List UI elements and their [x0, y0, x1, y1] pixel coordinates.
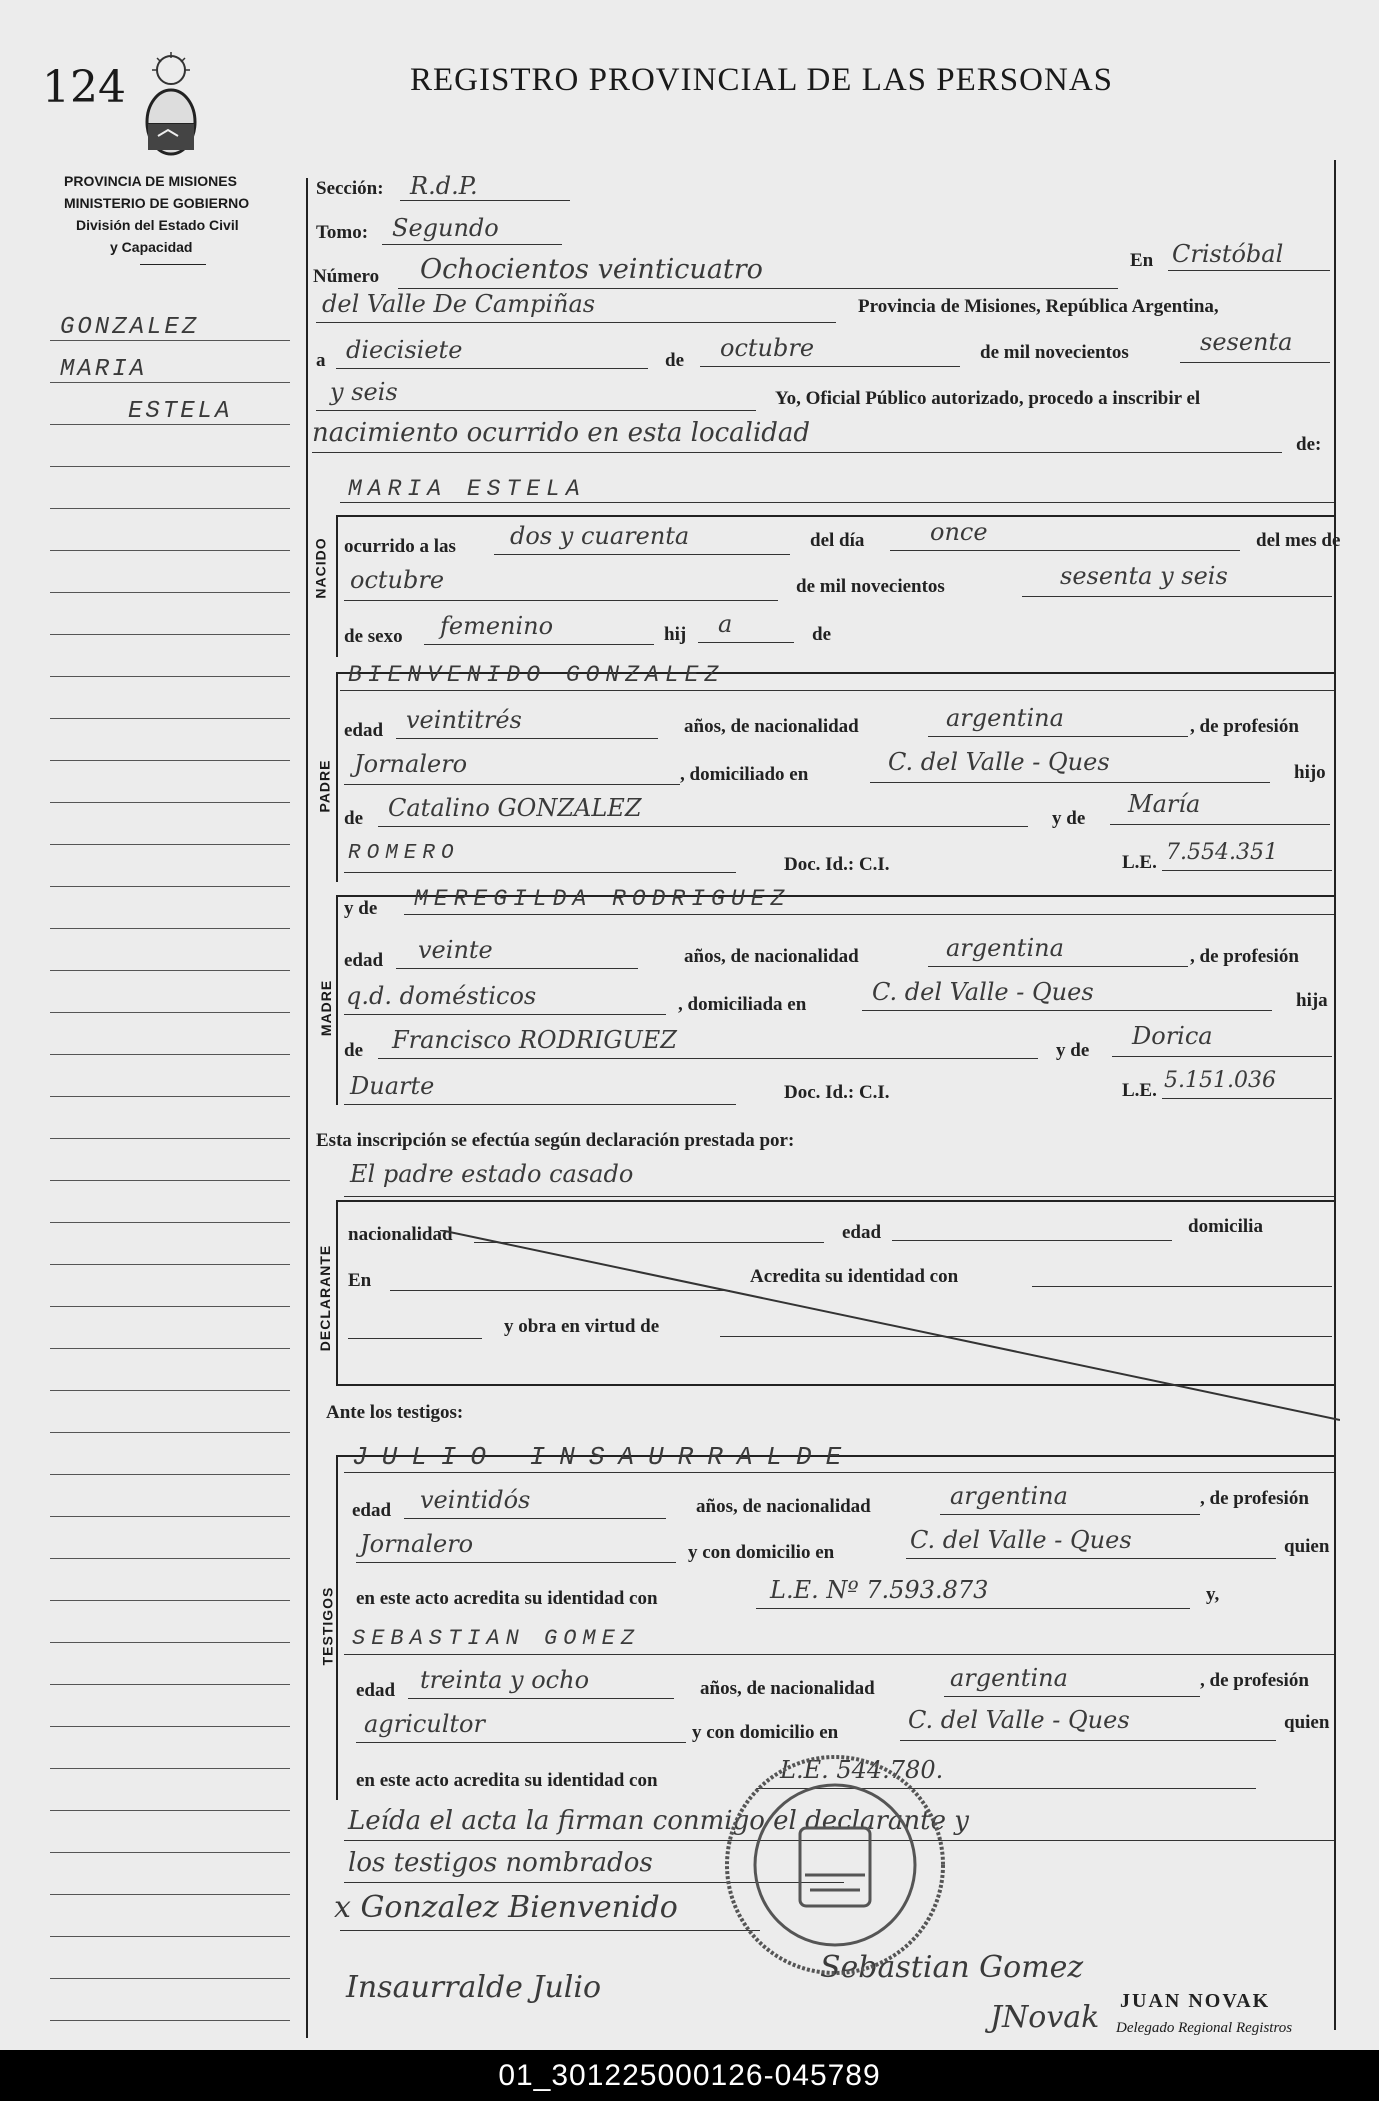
padre-nombre-value: BIENVENIDO GONZALEZ	[348, 662, 725, 688]
margin-rule-line	[50, 1180, 290, 1181]
mes-nac-value: octubre	[350, 566, 445, 594]
padre-prof-value: Jornalero	[354, 750, 468, 778]
margin-rule-line	[50, 424, 290, 425]
seccion-label: Sección:	[316, 178, 384, 199]
margin-rule-line	[50, 382, 290, 383]
margin-rule-line	[50, 1306, 290, 1307]
margin-rule-line	[50, 928, 290, 929]
madre-le-label: L.E.	[1122, 1080, 1157, 1101]
margin-rule-line	[50, 1516, 290, 1517]
margin-rule-line	[50, 508, 290, 509]
t2-quien-label: quien	[1284, 1712, 1330, 1733]
en-value: Cristóbal	[1172, 240, 1284, 268]
t2-prof-label: , de profesión	[1200, 1670, 1309, 1691]
padre-yde-label: y de	[1052, 808, 1086, 829]
margin-rule-line	[50, 1264, 290, 1265]
hora-value: dos y cuarenta	[510, 522, 690, 550]
en-label: En	[1130, 250, 1154, 271]
margin-rule-line	[50, 550, 290, 551]
margin-rule-line	[50, 676, 290, 677]
padre-le-value: 7.554.351	[1166, 840, 1278, 865]
t1-edad-value: veintidós	[420, 1486, 531, 1514]
hij-label: hij	[664, 624, 687, 645]
margin-rule-line	[50, 1474, 290, 1475]
madre-prof-value: q.d. domésticos	[346, 982, 537, 1010]
province-label: PROVINCIA DE MISIONES	[64, 173, 237, 189]
a-label: a	[316, 350, 326, 371]
margin-rule-line	[50, 970, 290, 971]
tomo-value: Segundo	[392, 214, 499, 242]
testigo2-value: SEBASTIAN GOMEZ	[352, 1626, 641, 1651]
margin-rule-line	[50, 1978, 290, 1979]
testigos-label-row: Ante los testigos:	[326, 1402, 464, 1423]
madre-edad-label: edad	[344, 950, 384, 971]
firma-oficial: JNovak	[990, 2000, 1100, 2035]
margin-rule-line	[50, 1348, 290, 1349]
page-number: 124	[42, 62, 126, 113]
t2-dom-label: y con domicilio en	[692, 1722, 839, 1743]
seccion-value: R.d.P.	[410, 172, 478, 200]
t1-y-label: y,	[1206, 1584, 1220, 1605]
margin-rule-line	[50, 1600, 290, 1601]
margin-rule-line	[50, 2020, 290, 2021]
margin-surname: GONZALEZ	[60, 314, 200, 341]
margin-rule-line	[50, 1222, 290, 1223]
padre-anos-label: años, de nacionalidad	[684, 716, 859, 737]
sexo-label: de sexo	[344, 626, 403, 647]
madre-le-value: 5.151.036	[1164, 1068, 1276, 1093]
margin-rule-line	[50, 1684, 290, 1685]
margin-rule-line	[50, 1012, 290, 1013]
decl-acredita-label: Acredita su identidad con	[750, 1266, 959, 1287]
margin-rule-line	[50, 340, 290, 341]
de-colon-label: de:	[1296, 434, 1322, 455]
nombre-value: MARIA ESTELA	[348, 476, 586, 502]
footer-id: 01_301225000126-045789	[0, 2050, 1379, 2101]
margin-name-2: ESTELA	[128, 398, 233, 425]
madre-doc-label: Doc. Id.: C.I.	[784, 1082, 890, 1103]
decl-nac-label: nacionalidad	[348, 1224, 453, 1245]
cancel-diagonal	[440, 1230, 1340, 1430]
t1-acredita-label: en este acto acredita su identidad con	[356, 1588, 658, 1609]
official-seal-stamp	[720, 1750, 950, 1980]
lugar-value: del Valle De Campiñas	[322, 290, 596, 318]
leida-line-2: los testigos nombrados	[348, 1848, 653, 1878]
margin-rule-line	[50, 1096, 290, 1097]
tomo-label: Tomo:	[316, 222, 369, 243]
padre-prof-label: , de profesión	[1190, 716, 1299, 737]
anio-value-2: y seis	[330, 378, 398, 406]
margin-rule-line	[50, 1138, 290, 1139]
coat-of-arms-icon	[138, 50, 204, 160]
padre-de-label: de	[344, 808, 363, 829]
t1-id-value: L.E. Nº 7.593.873	[770, 1576, 989, 1604]
nacido-label: NACIDO	[312, 537, 329, 599]
t1-edad-label: edad	[352, 1500, 392, 1521]
hora-label: ocurrido a las	[344, 536, 456, 557]
padre-le-label: L.E.	[1122, 852, 1157, 873]
margin-rule-line	[50, 1768, 290, 1769]
t1-anos-label: años, de nacionalidad	[696, 1496, 871, 1517]
mil-nov-label-2: de mil novecientos	[796, 576, 945, 597]
madre-yde-label: y de	[344, 898, 378, 919]
numero-label: Número	[313, 266, 380, 287]
margin-rule-line	[50, 592, 290, 593]
madre-edad-value: veinte	[418, 936, 493, 964]
padre-doc-label: Doc. Id.: C.I.	[784, 854, 890, 875]
t1-quien-label: quien	[1284, 1536, 1330, 1557]
margin-rule-line	[50, 1054, 290, 1055]
madre-de-label: de	[344, 1040, 363, 1061]
margin-rule-line	[50, 1432, 290, 1433]
dia-value: diecisiete	[346, 336, 463, 364]
margin-rule-line	[50, 634, 290, 635]
madre-nac-value: argentina	[946, 934, 1064, 962]
leida-line-1: Leída el acta la firman conmigo el declarante y	[348, 1806, 969, 1836]
margin-rule-line	[50, 886, 290, 887]
del-dia-label: del día	[810, 530, 865, 551]
t2-edad-label: edad	[356, 1680, 396, 1701]
decl-obra-label: y obra en virtud de	[504, 1316, 660, 1337]
document-title: REGISTRO PROVINCIAL DE LAS PERSONAS	[410, 62, 1114, 98]
t2-acredita-label: en este acto acredita su identidad con	[356, 1770, 658, 1791]
t1-dom-label: y con domicilio en	[688, 1542, 835, 1563]
t1-prof-label: , de profesión	[1200, 1488, 1309, 1509]
anio-nac-value: sesenta y seis	[1060, 562, 1228, 590]
hija-label: hija	[1296, 990, 1328, 1011]
margin-rule-line	[50, 802, 290, 803]
division-label-2: y Capacidad	[110, 239, 193, 255]
division-label: División del Estado Civil	[76, 217, 239, 233]
de-label: de	[665, 350, 684, 371]
abuela-p2-value: ROMERO	[348, 842, 460, 865]
abuela-p1-value: María	[1128, 790, 1201, 818]
padre-dom-value: C. del Valle - Ques	[888, 748, 1110, 776]
padre-nac-value: argentina	[946, 704, 1064, 732]
decl-dom-label: domicilia	[1188, 1216, 1263, 1237]
margin-name-1: MARIA	[60, 356, 148, 383]
sexo-value: femenino	[440, 612, 554, 640]
padre-edad-label: edad	[344, 720, 384, 741]
margin-rule-line	[50, 844, 290, 845]
oficial-cargo: Delegado Regional Registros	[1116, 2020, 1293, 2036]
abuela-m2-value: Duarte	[350, 1072, 435, 1100]
t1-nac-value: argentina	[950, 1482, 1068, 1510]
de-label-2: de	[812, 624, 831, 645]
margin-rule-line	[50, 1894, 290, 1895]
declarante-label: DECLARANTE	[317, 1244, 334, 1352]
firma-gonzalez: x Gonzalez Bienvenido	[334, 1890, 678, 1925]
abuelo-p-value: Catalino GONZALEZ	[388, 794, 642, 822]
numero-value: Ochocientos veinticuatro	[420, 254, 763, 285]
t2-prof-value: agricultor	[364, 1710, 485, 1738]
t2-nac-value: argentina	[950, 1664, 1068, 1692]
t2-dom-value: C. del Valle - Ques	[908, 1706, 1130, 1734]
madre-label: MADRE	[318, 979, 335, 1037]
margin-rule-line	[50, 1936, 290, 1937]
madre-prof-label: , de profesión	[1190, 946, 1299, 967]
margin-rule-line	[50, 760, 290, 761]
padre-dom-label: , domiciliado en	[680, 764, 809, 785]
madre-dom-value: C. del Valle - Ques	[872, 978, 1094, 1006]
mes-value: octubre	[720, 334, 815, 362]
padre-edad-value: veintitrés	[406, 706, 522, 734]
t1-dom-value: C. del Valle - Ques	[910, 1526, 1132, 1554]
ministry-label: MINISTERIO DE GOBIERNO	[64, 195, 250, 211]
oficial-nombre: JUAN NOVAK	[1120, 1990, 1271, 2012]
margin-rule-line	[50, 718, 290, 719]
t2-id-value: L.E. 544.780.	[780, 1756, 944, 1784]
margin-rule-line	[50, 466, 290, 467]
margin-rule-line	[50, 1642, 290, 1643]
margin-rule-line	[50, 1852, 290, 1853]
firma-gomez: Sebastian Gomez	[820, 1950, 1084, 1985]
margin-rule-line	[50, 1810, 290, 1811]
dia-nac-value: once	[930, 518, 988, 546]
madre-anos-label: años, de nacionalidad	[684, 946, 859, 967]
t2-anos-label: años, de nacionalidad	[700, 1678, 875, 1699]
hij-value: a	[718, 610, 733, 638]
padre-label: PADRE	[316, 759, 333, 813]
firma-insaurralde: Insaurralde Julio	[346, 1970, 602, 2005]
margin-rule-line	[50, 1726, 290, 1727]
madre-nombre-value: MEREGILDA RODRIGUEZ	[414, 886, 791, 912]
abuela-m1-value: Dorica	[1132, 1022, 1213, 1050]
anio-value: sesenta	[1200, 328, 1293, 356]
mil-nov-label: de mil novecientos	[980, 342, 1129, 363]
madre-yde-label-2: y de	[1056, 1040, 1090, 1061]
del-mes-label: del mes de	[1256, 530, 1341, 551]
margin-rule-line	[50, 1558, 290, 1559]
testigo1-value: JULIO INSAURRALDE	[352, 1442, 856, 1472]
decl-en-label: En	[348, 1270, 372, 1291]
testigos-label: TESTIGOS	[319, 1586, 336, 1666]
decl-edad-label: edad	[842, 1222, 882, 1243]
acto-value: nacimiento ocurrido en esta localidad	[312, 418, 811, 448]
hijo-label: hijo	[1294, 762, 1326, 783]
margin-rule-line	[50, 1390, 290, 1391]
t2-edad-value: treinta y ocho	[420, 1666, 590, 1694]
oficial-label: Yo, Oficial Público autorizado, procedo a inscribir el	[775, 388, 1201, 409]
madre-dom-label: , domiciliada en	[678, 994, 807, 1015]
abuelo-m-value: Francisco RODRIGUEZ	[392, 1026, 677, 1054]
provincia-label: Provincia de Misiones, República Argentina,	[858, 296, 1219, 317]
declarante-value: El padre estado casado	[350, 1160, 634, 1188]
declaracion-label: Esta inscripción se efectúa según declaración prestada por:	[316, 1130, 795, 1151]
t1-prof-value: Jornalero	[360, 1530, 474, 1558]
